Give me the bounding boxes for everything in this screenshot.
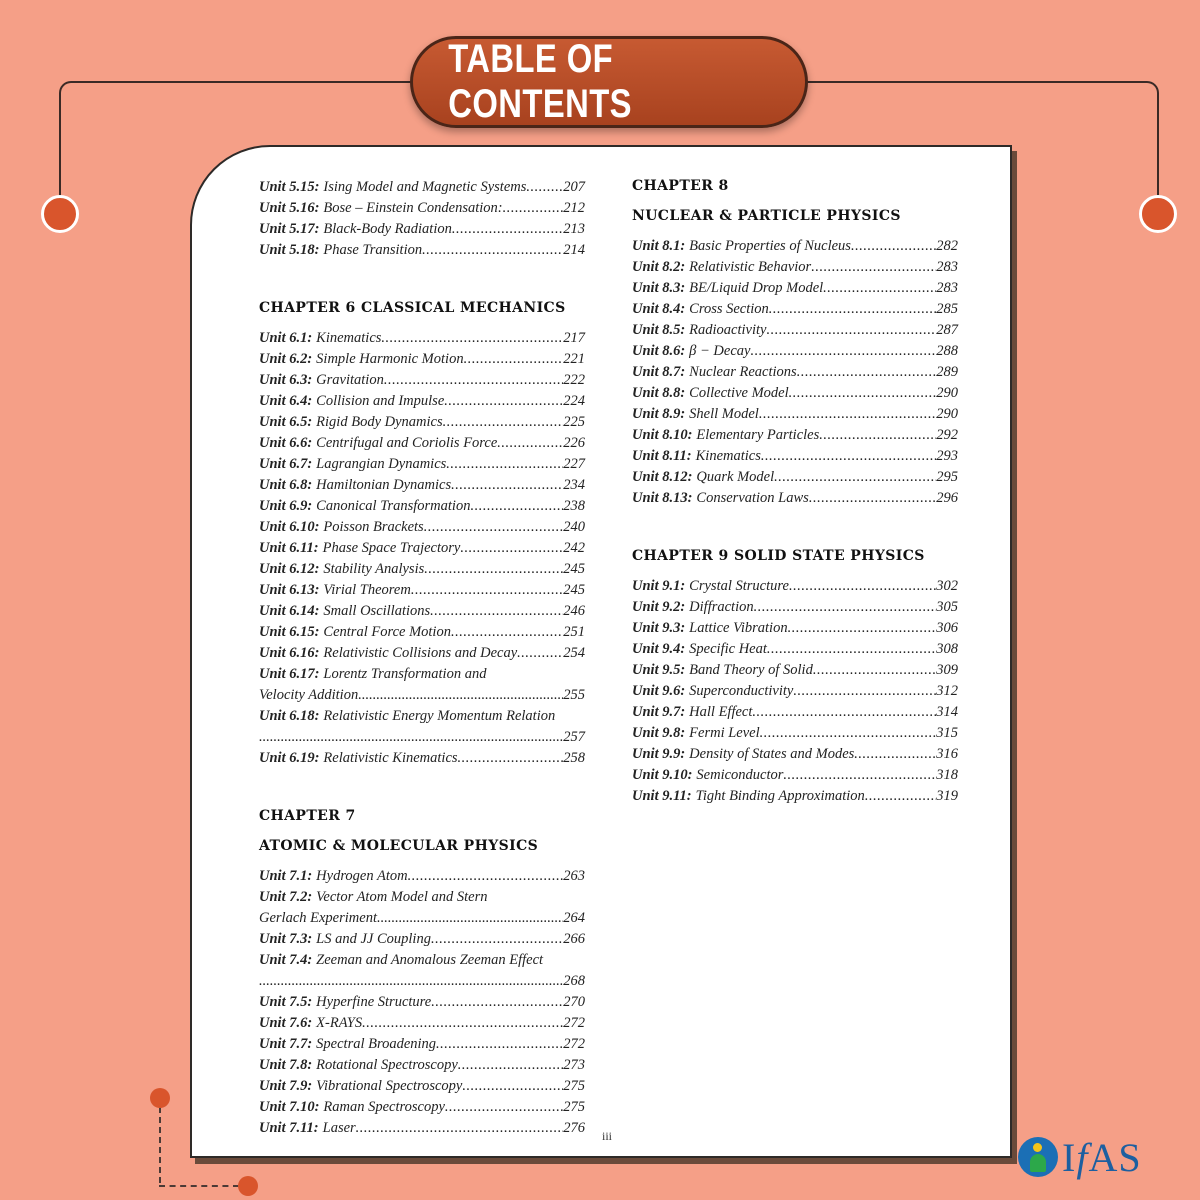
unit-number: Unit 8.10: <box>632 427 693 443</box>
toc-entry <box>259 1055 585 1076</box>
person-icon <box>1018 1137 1058 1177</box>
page-number: 213 <box>563 221 585 237</box>
unit-number: Unit 7.1: <box>259 868 313 884</box>
unit-number: Unit 6.4: <box>259 393 313 409</box>
page-number: 207 <box>563 179 585 195</box>
page-number: 257 <box>563 729 585 745</box>
toc-entry <box>259 929 585 950</box>
page-number: 282 <box>936 238 958 254</box>
unit-title: Tight Binding Approximation <box>695 788 865 804</box>
toc-entry <box>632 278 958 299</box>
unit-number: Unit 8.11: <box>632 448 692 464</box>
unit-number: Unit 7.9: <box>259 1078 313 1094</box>
unit-number: Unit 6.7: <box>259 456 313 472</box>
toc-entry <box>259 391 585 412</box>
unit-number: Unit 8.4: <box>632 301 686 317</box>
unit-title: Kinematics <box>316 330 382 346</box>
toc-entry <box>632 576 958 597</box>
chapter7-units <box>259 992 585 1139</box>
toc-entry <box>259 887 585 908</box>
toc-entry <box>632 488 958 509</box>
unit-number: Unit 9.4: <box>632 641 686 657</box>
unit-title: Specific Heat <box>689 641 767 657</box>
toc-entry <box>259 622 585 643</box>
unit-title: Poisson Brackets <box>323 519 424 535</box>
unit-number: Unit 9.2: <box>632 599 686 615</box>
toc-entry <box>259 580 585 601</box>
unit-number: Unit 9.7: <box>632 704 686 720</box>
unit-title: Laser <box>322 1120 356 1136</box>
page-number: 238 <box>563 498 585 514</box>
toc-entry <box>632 467 958 488</box>
chapter9-units <box>632 576 958 807</box>
unit-number: Unit 6.12: <box>259 561 320 577</box>
toc-entry <box>632 341 958 362</box>
page-number: 293 <box>936 448 958 464</box>
toc-entry <box>259 454 585 475</box>
unit-number: Unit 9.5: <box>632 662 686 678</box>
unit-title: Phase Space Trajectory <box>322 540 461 556</box>
toc-entry-continuation <box>259 908 585 929</box>
toc-entry-continuation <box>259 685 585 706</box>
page-number: 292 <box>936 427 958 443</box>
unit-title: Gerlach Experiment <box>259 910 377 926</box>
toc-entry <box>632 765 958 786</box>
page-number: 258 <box>563 750 585 766</box>
unit-title: Conservation Laws <box>696 490 809 506</box>
decor-dashed-line-horizontal <box>159 1185 239 1187</box>
ifas-logo <box>1018 1132 1183 1182</box>
unit-title: Relativistic Collisions and Decay <box>323 645 518 661</box>
unit-title: Collision and Impulse <box>316 393 445 409</box>
toc-entry <box>259 496 585 517</box>
unit-number: Unit 7.4: <box>259 952 313 968</box>
toc-entry <box>632 702 958 723</box>
unit-number: Unit 5.18: <box>259 242 320 258</box>
unit-number: Unit 7.8: <box>259 1057 313 1073</box>
unit-title: Shell Model <box>689 406 759 422</box>
unit-number: Unit 5.16: <box>259 200 320 216</box>
contents-page <box>190 145 1012 1158</box>
right-column <box>632 177 958 807</box>
page-number: 290 <box>936 385 958 401</box>
toc-entry <box>259 992 585 1013</box>
toc-entry <box>259 748 585 769</box>
unit-number: Unit 6.14: <box>259 603 320 619</box>
unit-title: BE/Liquid Drop Model <box>689 280 824 296</box>
page-number: 312 <box>936 683 958 699</box>
unit-title: Velocity Addition <box>259 687 359 703</box>
unit-number: Unit 6.9: <box>259 498 313 514</box>
unit-number: Unit 8.2: <box>632 259 686 275</box>
unit-number: Unit 6.19: <box>259 750 320 766</box>
unit-title: Ising Model and Magnetic Systems <box>323 179 527 195</box>
unit-title: Cross Section <box>689 301 769 317</box>
page-number: 272 <box>563 1036 585 1052</box>
page-number: 309 <box>936 662 958 678</box>
unit-title: Nuclear Reactions <box>689 364 797 380</box>
chapter-heading: CHAPTER 6 CLASSICAL MECHANICS <box>259 300 566 316</box>
chapter-subheading: ATOMIC & MOLECULAR PHYSICS <box>259 838 539 854</box>
unit-number: Unit 6.2: <box>259 351 313 367</box>
page-number: 217 <box>563 330 585 346</box>
page-number: 270 <box>563 994 585 1010</box>
unit-title: X-RAYS <box>316 1015 363 1031</box>
unit-number: Unit 6.1: <box>259 330 313 346</box>
unit-title: Superconductivity <box>689 683 794 699</box>
toc-entry <box>259 177 585 198</box>
toc-entry <box>259 706 585 727</box>
unit-number: Unit 7.7: <box>259 1036 313 1052</box>
unit-number: Unit 6.8: <box>259 477 313 493</box>
toc-entry <box>632 425 958 446</box>
toc-entry <box>259 1097 585 1118</box>
unit-title: Elementary Particles <box>696 427 820 443</box>
decor-dot-right <box>1139 195 1177 233</box>
page-number: 245 <box>563 582 585 598</box>
page-number: 212 <box>563 200 585 216</box>
page-number: 242 <box>563 540 585 556</box>
unit-title: Band Theory of Solid <box>689 662 813 678</box>
unit-number: Unit 8.8: <box>632 385 686 401</box>
page-number: 306 <box>936 620 958 636</box>
toc-entry <box>259 664 585 685</box>
page-number: 290 <box>936 406 958 422</box>
unit-title: Zeeman and Anomalous Zeeman Effect <box>316 952 544 968</box>
page-number: 268 <box>563 973 585 989</box>
toc-entry <box>632 404 958 425</box>
unit-title: Gravitation <box>316 372 384 388</box>
unit-title: Vibrational Spectroscopy <box>316 1078 463 1094</box>
toc-entry <box>259 601 585 622</box>
chapter-heading: CHAPTER 8 <box>632 178 729 194</box>
unit-number: Unit 7.11: <box>259 1120 319 1136</box>
unit-number: Unit 9.1: <box>632 578 686 594</box>
page-number: 314 <box>936 704 958 720</box>
toc-entry <box>632 786 958 807</box>
toc-entry <box>632 257 958 278</box>
unit-title: Phase Transition <box>323 242 423 258</box>
toc-entry <box>632 639 958 660</box>
toc-entry <box>632 660 958 681</box>
page-number: 275 <box>563 1099 585 1115</box>
page-number: 263 <box>563 868 585 884</box>
unit-number: Unit 7.10: <box>259 1099 320 1115</box>
toc-entry <box>259 433 585 454</box>
decor-dot-small-bottom <box>238 1176 258 1196</box>
toc-entry-continuation <box>259 971 585 992</box>
unit-number: Unit 9.10: <box>632 767 693 783</box>
unit-title: Bose – Einstein Condensation: <box>323 200 503 216</box>
page-title: TABLE OF CONTENTS <box>448 37 632 126</box>
unit-title: Relativistic Behavior <box>689 259 812 275</box>
toc-entry <box>259 370 585 391</box>
unit-number: Unit 7.5: <box>259 994 313 1010</box>
unit-number: Unit 5.15: <box>259 179 320 195</box>
unit-number: Unit 7.3: <box>259 931 313 947</box>
toc-entry <box>259 1076 585 1097</box>
unit-title: Quark Model <box>696 469 775 485</box>
unit-title: Diffraction <box>689 599 754 615</box>
toc-entry <box>259 517 585 538</box>
unit-title: LS and JJ Coupling <box>316 931 431 947</box>
page-number: 245 <box>563 561 585 577</box>
unit-title: Simple Harmonic Motion <box>316 351 464 367</box>
toc-entry <box>259 328 585 349</box>
toc-entry <box>632 383 958 404</box>
unit-number: Unit 8.13: <box>632 490 693 506</box>
unit-number: Unit 9.6: <box>632 683 686 699</box>
page-number: 266 <box>563 931 585 947</box>
page-number: 296 <box>936 490 958 506</box>
toc-entry <box>632 744 958 765</box>
page-number: 287 <box>936 322 958 338</box>
toc-entry <box>259 219 585 240</box>
page-number: 251 <box>563 624 585 640</box>
page-number: 302 <box>936 578 958 594</box>
page-number: 225 <box>563 414 585 430</box>
page-number: 318 <box>936 767 958 783</box>
page-number: 246 <box>563 603 585 619</box>
unit-title: Stability Analysis <box>323 561 425 577</box>
toc-entry <box>259 412 585 433</box>
chapter-heading: CHAPTER 7 <box>259 808 356 824</box>
unit-title: Hydrogen Atom <box>316 868 408 884</box>
page-number: 315 <box>936 725 958 741</box>
toc-entry <box>632 446 958 467</box>
unit-number: Unit 6.18: <box>259 708 320 724</box>
toc-entry <box>632 299 958 320</box>
page-number: 285 <box>936 301 958 317</box>
logo-text: IfAS <box>1062 1134 1142 1180</box>
unit-number: Unit 7.2: <box>259 889 313 905</box>
unit-title: Semiconductor <box>696 767 784 783</box>
unit-title: Density of States and Modes <box>689 746 855 762</box>
page-number: 305 <box>936 599 958 615</box>
unit-number: Unit 6.15: <box>259 624 320 640</box>
unit-title: Hyperfine Structure <box>316 994 432 1010</box>
page-number: 295 <box>936 469 958 485</box>
toc-entry <box>259 643 585 664</box>
page-number: 214 <box>563 242 585 258</box>
unit-title: Canonical Transformation <box>316 498 471 514</box>
unit-title: Relativistic Kinematics <box>323 750 458 766</box>
unit-number: Unit 6.3: <box>259 372 313 388</box>
toc-entry <box>259 1118 585 1139</box>
toc-entry-continuation <box>259 727 585 748</box>
page-number: 316 <box>936 746 958 762</box>
unit-title: β − Decay <box>689 343 751 359</box>
page-number-footer: iii <box>602 1129 613 1143</box>
toc-entry <box>632 362 958 383</box>
page-number: 254 <box>563 645 585 661</box>
decor-dot-left <box>41 195 79 233</box>
toc-entry <box>259 538 585 559</box>
unit-number: Unit 6.5: <box>259 414 313 430</box>
toc-entry <box>632 618 958 639</box>
left-column <box>259 177 585 1139</box>
unit-title: Raman Spectroscopy <box>323 1099 445 1115</box>
toc-entry <box>259 198 585 219</box>
unit-number: Unit 8.6: <box>632 343 686 359</box>
chapter-subheading: NUCLEAR & PARTICLE PHYSICS <box>632 208 901 224</box>
unit-number: Unit 6.13: <box>259 582 320 598</box>
page-number: 234 <box>563 477 585 493</box>
unit-number: Unit 8.3: <box>632 280 686 296</box>
unit-number: Unit 9.11: <box>632 788 692 804</box>
page-number: 275 <box>563 1078 585 1094</box>
page-number: 288 <box>936 343 958 359</box>
page-number: 264 <box>563 910 585 926</box>
chapter6-units <box>259 328 585 664</box>
toc-entry <box>259 1034 585 1055</box>
unit-number: Unit 8.7: <box>632 364 686 380</box>
toc-entry <box>259 559 585 580</box>
unit-title: Lorentz Transformation and <box>323 666 487 682</box>
unit-number: Unit 6.17: <box>259 666 320 682</box>
unit-title: Collective Model <box>689 385 789 401</box>
unit-number: Unit 5.17: <box>259 221 320 237</box>
toc-entry <box>259 349 585 370</box>
page-number: 227 <box>563 456 585 472</box>
page-number: 289 <box>936 364 958 380</box>
chapter-heading: CHAPTER 9 SOLID STATE PHYSICS <box>632 548 925 564</box>
unit-title: Vector Atom Model and Stern <box>316 889 488 905</box>
unit-title: Virial Theorem <box>323 582 411 598</box>
unit-number: Unit 7.6: <box>259 1015 313 1031</box>
toc-entry <box>632 723 958 744</box>
toc-entry <box>259 475 585 496</box>
toc-entry <box>632 236 958 257</box>
unit-title: Crystal Structure <box>689 578 789 594</box>
unit-title: Small Oscillations <box>323 603 431 619</box>
chapter8-units <box>632 236 958 509</box>
unit-title: Central Force Motion <box>323 624 451 640</box>
page-number: 308 <box>936 641 958 657</box>
unit-title: Radioactivity <box>689 322 767 338</box>
page-number: 221 <box>563 351 585 367</box>
unit-title: Basic Properties of Nucleus <box>689 238 851 254</box>
title-banner <box>410 36 808 128</box>
unit-title: Relativistic Energy Momentum Relation <box>323 708 556 724</box>
page-number: 224 <box>563 393 585 409</box>
page-number: 319 <box>936 788 958 804</box>
decor-dot-small-top <box>150 1088 170 1108</box>
page-number: 276 <box>563 1120 585 1136</box>
page-number: 226 <box>563 435 585 451</box>
toc-entry <box>632 681 958 702</box>
unit-title: Lattice Vibration <box>689 620 788 636</box>
unit-title: Black-Body Radiation <box>323 221 452 237</box>
page-number: 222 <box>563 372 585 388</box>
unit-title: Hall Effect <box>689 704 753 720</box>
page-number: 283 <box>936 259 958 275</box>
unit-title: Fermi Level <box>689 725 760 741</box>
unit-number: Unit 8.1: <box>632 238 686 254</box>
toc-entry <box>632 320 958 341</box>
unit-title: Rigid Body Dynamics <box>316 414 443 430</box>
unit-number: Unit 8.12: <box>632 469 693 485</box>
unit-title: Hamiltonian Dynamics <box>316 477 452 493</box>
toc-entry <box>259 1013 585 1034</box>
unit-number: Unit 6.11: <box>259 540 319 556</box>
toc-entry <box>632 597 958 618</box>
toc-entry <box>259 866 585 887</box>
toc-entry <box>259 950 585 971</box>
unit-title: Centrifugal and Coriolis Force <box>316 435 498 451</box>
unit-number: Unit 9.9: <box>632 746 686 762</box>
unit-number: Unit 9.3: <box>632 620 686 636</box>
unit-title: Kinematics <box>695 448 761 464</box>
unit-number: Unit 6.16: <box>259 645 320 661</box>
page-number: 272 <box>563 1015 585 1031</box>
unit-number: Unit 6.10: <box>259 519 320 535</box>
decor-dashed-line-vertical <box>159 1107 161 1183</box>
unit-title: Rotational Spectroscopy <box>316 1057 458 1073</box>
unit-title: Lagrangian Dynamics <box>316 456 447 472</box>
unit-number: Unit 8.9: <box>632 406 686 422</box>
unit-number: Unit 8.5: <box>632 322 686 338</box>
unit-number: Unit 6.6: <box>259 435 313 451</box>
unit-title: Spectral Broadening <box>316 1036 437 1052</box>
page-number: 283 <box>936 280 958 296</box>
page-number: 255 <box>563 687 585 703</box>
toc-entry <box>259 240 585 261</box>
page-number: 240 <box>563 519 585 535</box>
page-number: 273 <box>563 1057 585 1073</box>
chapter5-units <box>259 177 585 261</box>
unit-number: Unit 9.8: <box>632 725 686 741</box>
